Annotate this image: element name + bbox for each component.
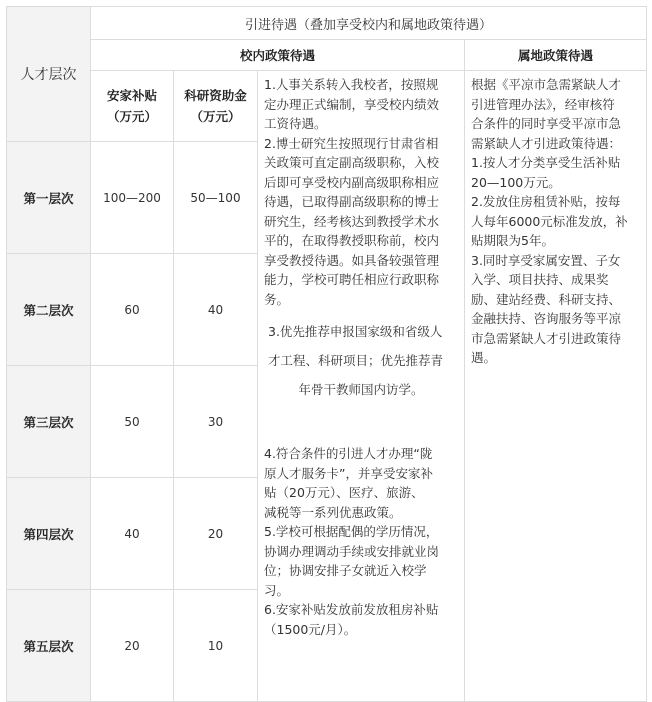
text-line: 位；协调安排子女就近入校学 bbox=[264, 563, 427, 578]
text-line: 6.安家补贴发放前发放租房补贴 bbox=[264, 602, 439, 617]
text-line: 励、建站经费、科研支持、 bbox=[471, 291, 622, 307]
settle-subsidy-label: 安家补贴 bbox=[106, 88, 157, 103]
talent-level-header: 人才层次 bbox=[7, 7, 91, 142]
local-policy-header: 属地政策待遇 bbox=[465, 40, 647, 71]
text-line: 贴期限为5年。 bbox=[471, 233, 554, 248]
settle-subsidy-unit: （万元） bbox=[106, 109, 157, 124]
text-line: 享受教授待遇。如具备较强管理 bbox=[264, 252, 440, 268]
level-cell: 第一层次 bbox=[7, 142, 91, 254]
text-line: 引进管理办法》，经审核符 bbox=[471, 96, 615, 112]
text-line: 3.优先推荐申报国家级和省级人 bbox=[268, 324, 443, 339]
text-line: 5.学校可根据配偶的学历情况， bbox=[264, 524, 439, 539]
text-line: 待遇，已取得副高级职称的博士 bbox=[264, 194, 440, 209]
text-line: 定办理正式编制，享受校内绩效 bbox=[264, 96, 440, 112]
text-line: 协调办理调动手续或安排就业岗 bbox=[264, 543, 440, 559]
fund-cell: 20 bbox=[174, 478, 258, 590]
text-line: 习。 bbox=[264, 582, 290, 598]
text-line: （1500元/月）。 bbox=[264, 621, 357, 637]
text-line: 根据《平凉市急需紧缺人才 bbox=[471, 77, 622, 92]
text-line: 20—100万元。 bbox=[471, 174, 561, 190]
text-line: 遇。 bbox=[471, 350, 497, 365]
talent-policy-table-container bbox=[6, 6, 646, 690]
text-line: 合条件的同时享受平凉市急 bbox=[471, 116, 622, 131]
level-cell: 第二层次 bbox=[7, 254, 91, 366]
text-line: 4.符合条件的引进人才办理“陇 bbox=[264, 446, 433, 461]
school-block-3 bbox=[264, 444, 458, 639]
text-line: 金融扶持、咨询服务等平凉 bbox=[471, 311, 622, 326]
subsidy-cell: 40 bbox=[91, 478, 174, 590]
text-line: 3.同时享受家属安置、子女 bbox=[471, 252, 621, 268]
research-fund-unit: （万元） bbox=[190, 109, 241, 124]
fund-cell: 50—100 bbox=[174, 142, 258, 254]
text-line: 年骨干教师国内访学。 bbox=[298, 382, 424, 397]
talent-policy-table bbox=[6, 6, 647, 702]
spacer bbox=[264, 404, 458, 444]
school-policy-header: 校内政策待遇 bbox=[91, 40, 465, 71]
text-line: 才工程、科研项目；优先推荐青 bbox=[268, 353, 444, 368]
subsidy-cell: 50 bbox=[91, 366, 174, 478]
text-line: 入学、项目扶持、成果奖 bbox=[471, 272, 609, 287]
intro-title: 引进待遇（叠加享受校内和属地政策待遇） bbox=[91, 7, 647, 40]
text-line: 研究生，经考核达到教授学术水 bbox=[264, 213, 440, 229]
text-line: 2.发放住房租赁补贴，按每 bbox=[471, 194, 621, 209]
text-line: 关政策可直定副高级职称，入校 bbox=[264, 155, 440, 170]
text-line: 1.人事关系转入我校者，按照规 bbox=[264, 77, 439, 92]
fund-cell: 10 bbox=[174, 590, 258, 702]
subsidy-cell: 60 bbox=[91, 254, 174, 366]
school-block-2 bbox=[264, 317, 458, 404]
research-fund-header bbox=[174, 71, 258, 142]
school-policy-text bbox=[258, 71, 465, 702]
text-line: 1.按人才分类享受生活补贴 bbox=[471, 155, 621, 170]
local-policy-text bbox=[465, 71, 647, 702]
subsidy-cell: 100—200 bbox=[91, 142, 174, 254]
level-cell: 第五层次 bbox=[7, 590, 91, 702]
text-line: 工资待遇。 bbox=[264, 116, 327, 131]
text-line: 平的，在取得教授职称前，校内 bbox=[264, 233, 440, 248]
level-cell: 第三层次 bbox=[7, 366, 91, 478]
text-line: 2.博士研究生按照现行甘肃省相 bbox=[264, 135, 439, 151]
school-block-1 bbox=[264, 75, 458, 309]
text-line: 后即可享受校内副高级职称相应 bbox=[264, 174, 440, 190]
text-line: 需紧缺人才引进政策待遇： bbox=[471, 135, 622, 151]
text-line: 贴（20万元）、医疗、旅游、 bbox=[264, 485, 424, 500]
text-line: 能力，学校可聘任相应行政职称 bbox=[264, 272, 440, 287]
text-line: 减税等一系列优惠政策。 bbox=[264, 504, 402, 520]
text-line: 人每年6000元标准发放，补 bbox=[471, 213, 628, 229]
fund-cell: 40 bbox=[174, 254, 258, 366]
text-line: 原人才服务卡”，并享受安家补 bbox=[264, 465, 433, 481]
subsidy-cell: 20 bbox=[91, 590, 174, 702]
spacer bbox=[264, 309, 458, 317]
settle-subsidy-header bbox=[91, 71, 174, 142]
research-fund-label: 科研资助金 bbox=[184, 88, 247, 103]
fund-cell: 30 bbox=[174, 366, 258, 478]
text-line: 市急需紧缺人才引进政策待 bbox=[471, 330, 622, 346]
level-cell: 第四层次 bbox=[7, 478, 91, 590]
text-line: 务。 bbox=[264, 291, 290, 307]
